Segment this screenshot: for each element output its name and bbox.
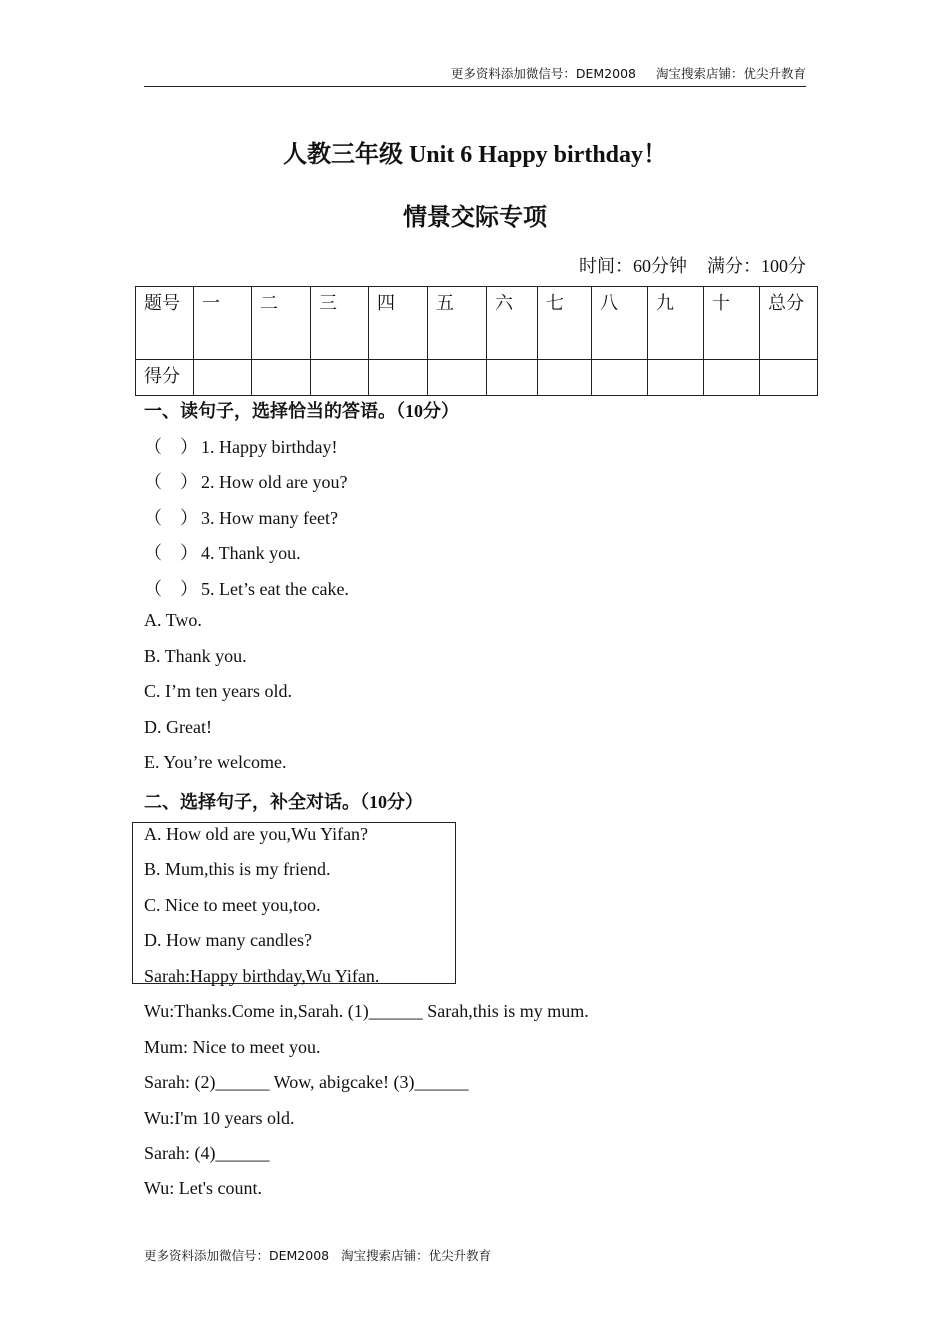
page-subtitle: 情景交际专项: [403, 205, 547, 231]
table-header-cell: 六: [487, 287, 538, 360]
dialogue-option: B. Mum,this is my friend.: [144, 859, 331, 879]
score-cell: [311, 360, 369, 396]
score-cell: [428, 360, 487, 396]
exam-info: [579, 252, 806, 278]
score-row-label: 得分: [136, 360, 194, 396]
exam-time: 时间：60分钟: [579, 256, 687, 276]
question-item: [144, 468, 347, 494]
table-header-cell: 三: [311, 287, 369, 360]
score-cell: [760, 360, 818, 396]
score-cell: [648, 360, 704, 396]
table-header-cell: 七: [538, 287, 592, 360]
question-text: 3. How many feet?: [201, 508, 338, 528]
dialogue-line: Mum: Nice to meet you.: [144, 1037, 321, 1057]
page-footer: [144, 1246, 491, 1264]
table-header-cell: 二: [252, 287, 311, 360]
dialogue-line: Sarah: (2)______ Wow, abigcake! (3)______: [144, 1072, 469, 1092]
table-header-cell: 一: [194, 287, 252, 360]
answer-option: A. Two.: [144, 610, 202, 630]
question-text: 2. How old are you?: [201, 472, 348, 492]
header-shop: 淘宝搜索店铺：优尖升教育: [655, 66, 806, 81]
table-header-cell: 八: [592, 287, 648, 360]
question-item: [144, 504, 338, 530]
score-table: [135, 286, 818, 396]
section2-heading: 二、选择句子，补全对话。（10分）: [144, 792, 423, 812]
question-text: 4. Thank you.: [201, 543, 301, 563]
table-header-cell: 四: [369, 287, 428, 360]
table-header-cell: 题号: [136, 287, 194, 360]
dialogue-line: Wu:I'm 10 years old.: [144, 1108, 295, 1128]
dialogue-line: Wu: Let's count.: [144, 1178, 262, 1198]
dialogue-line: Wu:Thanks.Come in,Sarah. (1)______ Sarah,this is my mum.: [144, 1001, 589, 1021]
table-header-cell: 九: [648, 287, 704, 360]
dialogue-line: Sarah:Happy birthday,Wu Yifan.: [144, 966, 380, 986]
dialogue-option: D. How many candles?: [144, 930, 312, 950]
dialogue-option: A. How old are you,Wu Yifan?: [144, 824, 369, 844]
answer-paren: （ ）: [144, 543, 198, 563]
footer-wechat: 更多资料添加微信号：DEM2008: [144, 1248, 330, 1263]
answer-paren: （ ）: [144, 508, 198, 528]
score-table-score-row: [136, 360, 818, 396]
page-title: 人教三年级 Unit 6 Happy birthday！: [282, 142, 668, 168]
question-item: [144, 575, 349, 601]
answer-option: C. I’m ten years old.: [144, 681, 292, 701]
score-cell: [487, 360, 538, 396]
score-cell: [592, 360, 648, 396]
dialogue-line: Sarah: (4)______: [144, 1143, 270, 1163]
question-text: 5. Let’s eat the cake.: [201, 579, 349, 599]
header-wechat: 更多资料添加微信号：DEM2008: [450, 66, 636, 81]
answer-option: B. Thank you.: [144, 646, 247, 666]
answer-paren: （ ）: [144, 579, 198, 599]
answer-paren: （ ）: [144, 437, 198, 457]
footer-shop: 淘宝搜索店铺：优尖升教育: [341, 1248, 492, 1263]
table-header-cell: 五: [428, 287, 487, 360]
dialogue-option: C. Nice to meet you,too.: [144, 895, 321, 915]
answer-option: D. Great!: [144, 717, 212, 737]
question-item: [144, 433, 337, 459]
score-cell: [704, 360, 760, 396]
score-cell: [252, 360, 311, 396]
answer-option: E. You’re welcome.: [144, 752, 287, 772]
score-cell: [194, 360, 252, 396]
table-header-cell: 十: [704, 287, 760, 360]
score-cell: [369, 360, 428, 396]
exam-full-score: 满分：100分: [707, 256, 806, 276]
question-text: 1. Happy birthday!: [201, 437, 338, 457]
answer-paren: （ ）: [144, 472, 198, 492]
page-header: [144, 64, 806, 87]
score-table-header-row: [136, 287, 818, 360]
score-cell: [538, 360, 592, 396]
section1-heading: 一、读句子，选择恰当的答语。（10分）: [144, 401, 459, 421]
table-header-cell: 总分: [760, 287, 818, 360]
question-item: [144, 539, 301, 565]
